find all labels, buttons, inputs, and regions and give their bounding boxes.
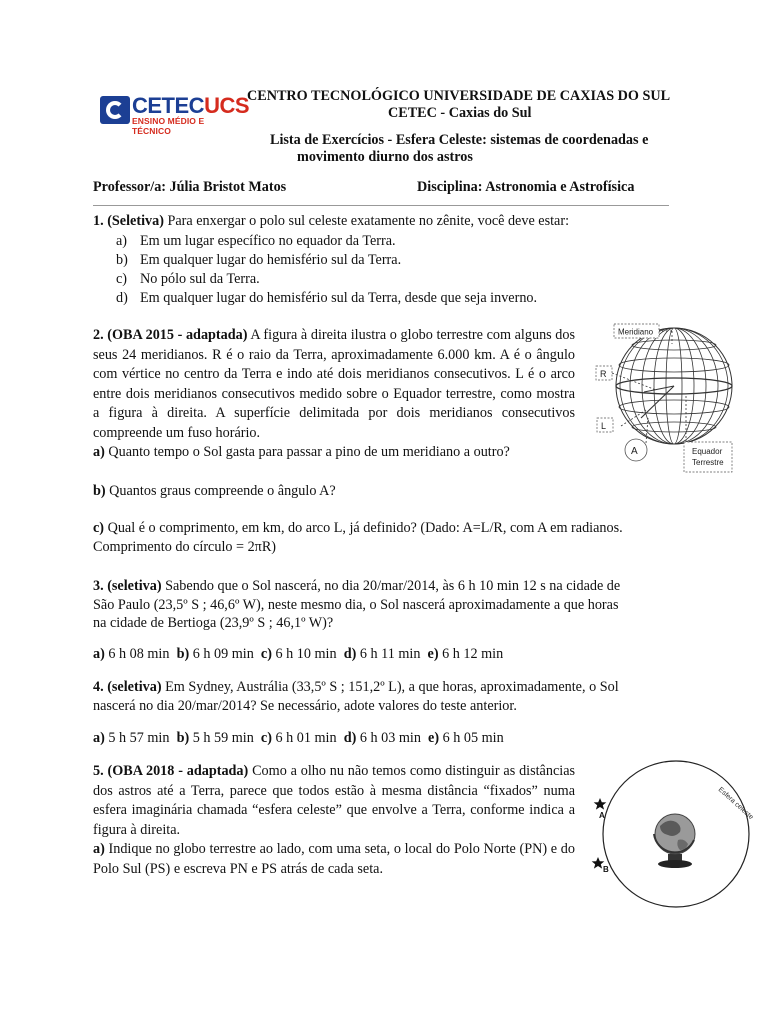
- question-4-answer-c: c) 6 h 01 min: [260, 730, 337, 746]
- meridian-label: [614, 324, 659, 338]
- question-3-answer-a: a) 6 h 08 min: [93, 646, 170, 662]
- question-4-answer-e: e) 6 h 05 min: [428, 730, 504, 746]
- question-3-answers: [93, 645, 503, 664]
- question-5-item-a: a) Indique no globo terrestre ao lado, com uma seta, o local do Polo Norte (PN) e do Polo Sul (PS) e escreva PN e PS atrás de cada seta.: [93, 841, 575, 877]
- question-4-prompt-line-1: 4. (seletiva) Em Sydney, Austrália (33,5º S ; 151,2º L), a que horas, aproximadamente, o Sol: [93, 679, 619, 695]
- question-3-answer-b: b) 6 h 09 min: [176, 646, 254, 662]
- svg-text:A: A: [599, 811, 605, 820]
- question-4-answer-a: a) 5 h 57 min: [93, 730, 170, 746]
- institution-title: CENTRO TECNOLÓGICO UNIVERSIDADE DE CAXIAS DO SUL: [247, 88, 671, 104]
- question-1-option-c: c) No pólo sul da Terra.: [116, 271, 260, 287]
- question-2-item-a: a) Quanto tempo o Sol gasta para passar a pino de um meridiano a outro?: [93, 444, 510, 460]
- question-5-prompt: 5. (OBA 2018 - adaptada) Como a olho nu não temos como distinguir as distâncias dos astros até a Terra, parece que todos estão à mesma distância “fixados” numa esfera imaginária chamada “esfera celeste” que envolve a Terra, conforme indica a figura à direita.: [93, 763, 576, 838]
- question-1-option-a: a) Em um lugar específico no equador da Terra.: [116, 233, 396, 249]
- question-3-prompt-line-2: São Paulo (23,5º S ; 46,6º W), neste mesmo dia, o Sol nascerá aproximadamente a que horas: [93, 597, 619, 613]
- angle-label: [625, 439, 647, 461]
- question-2-prompt: 2. (OBA 2015 - adaptada) A figura à direita ilustra o globo terrestre com alguns dos seus 24 meridianos. R é o raio da Terra, aproximadamente 6.000 km. A é o ângulo com vértice no centro da Terra e indo até dois meridianos consecutivos. L é o arco entre dois meridianos consecutivos medido sobre o Equador terrestre, como mostra a figura à direita. A superfície delimitada por dois meridianos consecutivos compreende um fuso horário.: [93, 327, 576, 441]
- logo-wordmark: CETECUCS: [132, 93, 250, 118]
- question-3-prompt-line-1: 3. (seletiva) Sabendo que o Sol nascerá, no dia 20/mar/2014, às 6 h 10 min 12 s na cidade de: [93, 578, 621, 594]
- svg-text:R: R: [600, 369, 607, 379]
- svg-text:B: B: [603, 865, 609, 874]
- question-3-answer-d: d) 6 h 11 min: [343, 646, 421, 662]
- svg-text:Terrestre: Terrestre: [692, 458, 724, 467]
- question-1-option-d: d) Em qualquer lugar do hemisfério sul da Terra, desde que seja inverno.: [116, 290, 538, 306]
- question-3-answer-c: c) 6 h 10 min: [260, 646, 337, 662]
- svg-text:A: A: [631, 446, 638, 457]
- cetec-ucs-logo: [100, 93, 250, 136]
- svg-text:L: L: [601, 421, 607, 431]
- star-b: [592, 857, 609, 874]
- svg-text:Meridiano: Meridiano: [618, 327, 654, 337]
- list-title-line-2: movimento diurno dos astros: [297, 149, 473, 165]
- question-3-prompt-line-3: na cidade de Bertioga (23,9º S ; 46,1º W)?: [93, 615, 334, 631]
- campus-title: CETEC - Caxias do Sul: [388, 105, 532, 121]
- subject-name: Disciplina: Astronomia e Astrofísica: [417, 179, 635, 195]
- header-divider: [93, 205, 669, 206]
- globe-icon: [654, 814, 695, 868]
- logo-mark: [100, 96, 130, 124]
- teacher-name: Professor/a: Júlia Bristot Matos: [93, 179, 287, 195]
- question-4-answer-d: d) 6 h 03 min: [343, 730, 421, 746]
- arc-label: [597, 418, 613, 432]
- question-3-answer-e: e) 6 h 12 min: [427, 646, 504, 662]
- question-4-answer-b: b) 5 h 59 min: [176, 730, 254, 746]
- celestial-sphere-figure: [590, 758, 760, 910]
- star-a: [594, 798, 607, 820]
- question-2-item-c: c) Qual é o comprimento, em km, do arco L, já definido? (Dado: A=L/R, com A em radianos.: [93, 520, 623, 536]
- question-4-prompt-line-2: nascerá no dia 20/mar/2014? Se necessário, adote valores do teste anterior.: [93, 698, 517, 714]
- question-1-options: [116, 232, 537, 308]
- question-2-item-c-cont: Comprimento do círculo = 2πR): [93, 539, 277, 555]
- question-2-item-b: b) Quantos graus compreende o ângulo A?: [93, 483, 336, 499]
- globe-meridians-figure: [586, 318, 734, 478]
- question-4-answers: [93, 729, 504, 748]
- radius-label: [596, 366, 612, 380]
- question-1-prompt: 1. (Seletiva) Para enxergar o polo sul celeste exatamente no zênite, você deve estar:: [93, 213, 570, 229]
- svg-text:Equador: Equador: [692, 447, 723, 456]
- list-title-line-1: Lista de Exercícios - Esfera Celeste: sistemas de coordenadas e: [270, 132, 649, 148]
- question-1-option-b: b) Em qualquer lugar do hemisfério sul da Terra.: [116, 252, 402, 268]
- equator-label: [684, 442, 732, 472]
- logo-tagline: ENSINO MÉDIO E TÉCNICO: [132, 116, 205, 136]
- celestial-sphere-label: Esfera celeste: [716, 786, 755, 822]
